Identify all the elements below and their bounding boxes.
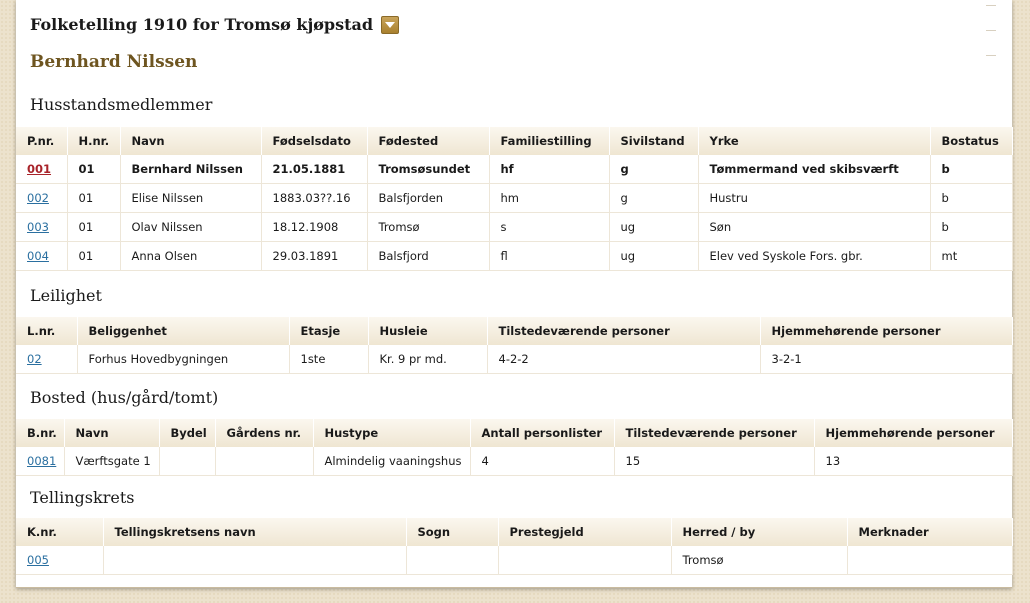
- cell: Elev ved Syskole Fors. gbr.: [698, 242, 930, 271]
- cell: Balsfjorden: [367, 184, 489, 213]
- cell: [159, 447, 215, 476]
- col-header[interactable]: Navn: [120, 127, 261, 155]
- household-table: [16, 127, 1013, 271]
- cell: 01: [67, 242, 120, 271]
- cell: Hustru: [698, 184, 930, 213]
- apartment-header-row: [16, 317, 1012, 345]
- apartment-heading: Leilighet: [30, 286, 102, 305]
- cell: Bernhard Nilssen: [120, 155, 261, 184]
- col-header[interactable]: B.nr.: [16, 419, 64, 447]
- person-link[interactable]: 004: [27, 249, 49, 263]
- content-panel: [16, 0, 1012, 588]
- chevron-down-icon[interactable]: [381, 16, 399, 34]
- person-name: Bernhard Nilssen: [30, 52, 198, 72]
- col-header[interactable]: K.nr.: [16, 518, 103, 546]
- district-heading: Tellingskrets: [30, 488, 135, 507]
- col-header[interactable]: Prestegjeld: [498, 518, 671, 546]
- cell: 21.05.1881: [261, 155, 367, 184]
- col-header[interactable]: P.nr.: [16, 127, 67, 155]
- col-header[interactable]: Gårdens nr.: [215, 419, 313, 447]
- table-row: [16, 242, 1012, 271]
- cell: 4: [470, 447, 614, 476]
- cell: 29.03.1891: [261, 242, 367, 271]
- cell: 01: [67, 155, 120, 184]
- col-header[interactable]: L.nr.: [16, 317, 77, 345]
- cell: hm: [489, 184, 609, 213]
- cell: ug: [609, 242, 698, 271]
- cell: Tromsøsundet: [367, 155, 489, 184]
- col-header[interactable]: Fødested: [367, 127, 489, 155]
- person-link[interactable]: 002: [27, 191, 49, 205]
- person-link[interactable]: 001: [27, 162, 52, 176]
- col-header[interactable]: Hjemmehørende personer: [814, 419, 1012, 447]
- cell: b: [930, 155, 1012, 184]
- cell: 13: [814, 447, 1012, 476]
- cell: g: [609, 155, 698, 184]
- cell: Almindelig vaaningshus: [313, 447, 470, 476]
- cell: hf: [489, 155, 609, 184]
- residence-link[interactable]: 0081: [27, 454, 57, 468]
- col-header[interactable]: Beliggenhet: [77, 317, 289, 345]
- cell: [406, 546, 498, 575]
- cell: Olav Nilssen: [120, 213, 261, 242]
- cell: Tromsø: [367, 213, 489, 242]
- col-header[interactable]: Tellingskretsens navn: [103, 518, 406, 546]
- cell: g: [609, 184, 698, 213]
- cell: 15: [614, 447, 814, 476]
- col-header[interactable]: Herred / by: [671, 518, 847, 546]
- table-row: [16, 546, 1012, 575]
- cell: Balsfjord: [367, 242, 489, 271]
- household-heading: Husstandsmedlemmer: [30, 95, 213, 114]
- cell: 01: [67, 184, 120, 213]
- cell: 1883.03??.16: [261, 184, 367, 213]
- col-header[interactable]: Sivilstand: [609, 127, 698, 155]
- cell: [498, 546, 671, 575]
- cell: 01: [67, 213, 120, 242]
- col-header[interactable]: Hustype: [313, 419, 470, 447]
- apartment-table: [16, 317, 1013, 374]
- cell: fl: [489, 242, 609, 271]
- district-table: [16, 518, 1013, 575]
- cell: Anna Olsen: [120, 242, 261, 271]
- col-header[interactable]: H.nr.: [67, 127, 120, 155]
- col-header[interactable]: Fødselsdato: [261, 127, 367, 155]
- table-row: [16, 184, 1012, 213]
- table-row: [16, 213, 1012, 242]
- col-header[interactable]: Antall personlister: [470, 419, 614, 447]
- col-header[interactable]: Hjemmehørende personer: [760, 317, 1012, 345]
- cell: 4-2-2: [487, 345, 760, 374]
- cell: 18.12.1908: [261, 213, 367, 242]
- cell: 1ste: [289, 345, 368, 374]
- col-header[interactable]: Bostatus: [930, 127, 1012, 155]
- residence-table: [16, 419, 1013, 476]
- cell: Tømmermand ved skibsværft: [698, 155, 930, 184]
- person-link[interactable]: 003: [27, 220, 49, 234]
- cell: mt: [930, 242, 1012, 271]
- residence-header-row: [16, 419, 1012, 447]
- col-header[interactable]: Navn: [64, 419, 159, 447]
- table-row: [16, 155, 1012, 184]
- household-header-row: [16, 127, 1012, 155]
- cell: Kr. 9 pr md.: [368, 345, 487, 374]
- cell: Søn: [698, 213, 930, 242]
- col-header[interactable]: Tilstedeværende personer: [487, 317, 760, 345]
- col-header[interactable]: Tilstedeværende personer: [614, 419, 814, 447]
- table-row: [16, 345, 1012, 374]
- col-header[interactable]: Bydel: [159, 419, 215, 447]
- scroll-marks: [986, 5, 996, 80]
- page-title-row: [30, 15, 399, 34]
- table-row: [16, 447, 1012, 476]
- cell: [215, 447, 313, 476]
- cell: [847, 546, 1012, 575]
- cell: b: [930, 213, 1012, 242]
- residence-heading: Bosted (hus/gård/tomt): [30, 388, 219, 407]
- cell: Forhus Hovedbygningen: [77, 345, 289, 374]
- col-header[interactable]: Merknader: [847, 518, 1012, 546]
- cell: s: [489, 213, 609, 242]
- cell: b: [930, 184, 1012, 213]
- col-header[interactable]: Etasje: [289, 317, 368, 345]
- page-title: Folketelling 1910 for Tromsø kjøpstad: [30, 15, 374, 34]
- cell: Tromsø: [671, 546, 847, 575]
- col-header[interactable]: Sogn: [406, 518, 498, 546]
- cell: Værftsgate 1: [64, 447, 159, 476]
- district-link[interactable]: 005: [27, 553, 49, 567]
- col-header[interactable]: Familiestilling: [489, 127, 609, 155]
- cell: 3-2-1: [760, 345, 1012, 374]
- cell: [103, 546, 406, 575]
- apartment-link[interactable]: 02: [27, 352, 42, 366]
- col-header[interactable]: Yrke: [698, 127, 930, 155]
- cell: Elise Nilssen: [120, 184, 261, 213]
- col-header[interactable]: Husleie: [368, 317, 487, 345]
- cell: ug: [609, 213, 698, 242]
- district-header-row: [16, 518, 1012, 546]
